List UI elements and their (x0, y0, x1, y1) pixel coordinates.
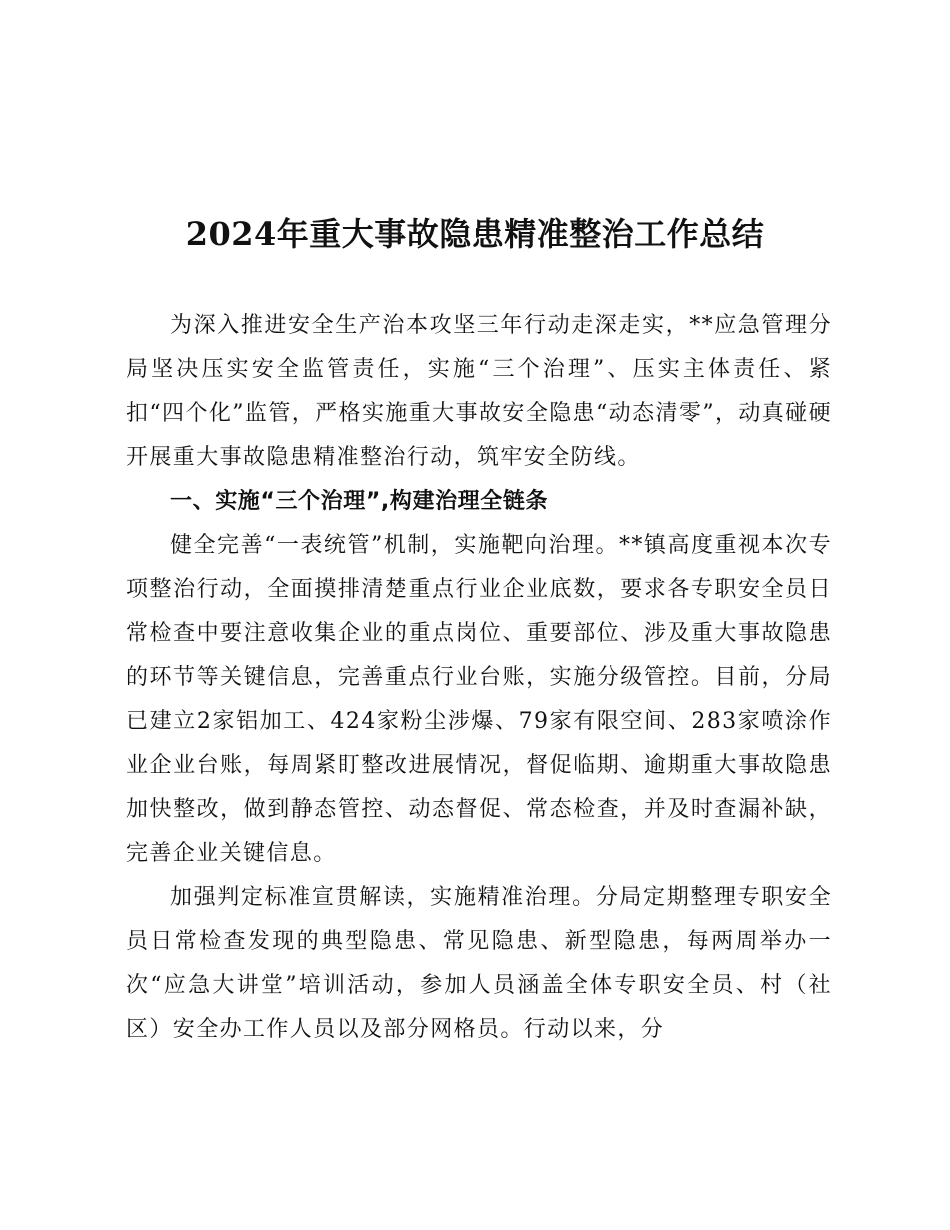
body-paragraph: 加强判定标准宣贯解读，实施精准治理。分局定期整理专职安全员日常检查发现的典型隐患、常见隐患、新型隐患，每两周举办一次“应急大讲堂”培训活动，参加人员涵盖全体专职安全员、村（社区）安全办工作人员以及部分网格员。行动以来，分 (126, 885, 832, 1042)
document-body (126, 304, 832, 1052)
document-title: 2024年重大事故隐患精准整治工作总结 (185, 215, 765, 253)
body-paragraph: 健全完善“一表统管”机制，实施靶向治理。**镇高度重视本次专项整治行动，全面摸排清楚重点行业企业底数，要求各专职安全员日常检查中要注意收集企业的重点岗位、重要部位、涉及重大事故隐患的环节等关键信息，完善重点行业台账，实施分级管控。目前，分局已建立2家铝加工、424家粉尘涉爆、79家有限空间、283家喷涂作业企业台账，每周紧盯整改进展情况，督促临期、逾期重大事故隐患加快整改，做到静态管控、动态督促、常态检查，并及时查漏补缺，完善企业关键信息。 (126, 533, 832, 866)
intro-paragraph: 为深入推进安全生产治本攻坚三年行动走深走实，**应急管理分局坚决压实安全监管责任，实施“三个治理”、压实主体责任、紧扣“四个化”监管，严格实施重大事故安全隐患“动态清零”，动真碰硬开展重大事故隐患精准整治行动，筑牢安全防线。 (126, 313, 832, 470)
section-heading: 一、实施“三个治理”,构建治理全链条 (170, 489, 549, 514)
